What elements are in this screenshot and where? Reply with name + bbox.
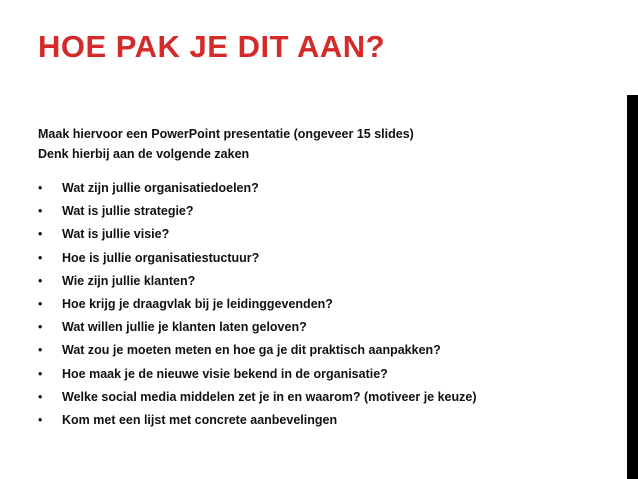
list-item-text: Wat is jullie visie? xyxy=(62,227,170,242)
list-item-text: Welke social media middelen zet je in en waarom? (motiveer je keuze) xyxy=(62,389,477,404)
bullet-icon: • xyxy=(38,204,43,219)
bullet-icon: • xyxy=(38,320,43,335)
list-item-text: Hoe maak je de nieuwe visie bekend in de organisatie? xyxy=(62,366,388,381)
list-item-text: Kom met een lijst met concrete aanbevelingen xyxy=(62,412,338,427)
bullet-icon: • xyxy=(38,273,43,288)
bullet-icon: • xyxy=(38,250,43,265)
list-item-text: Wat is jullie strategie? xyxy=(62,204,194,219)
bullet-icon: • xyxy=(38,296,43,311)
list-item-text: Hoe krijg je draagvlak bij je leidinggevenden? xyxy=(62,296,333,311)
list-item-text: Wat willen jullie je klanten laten geloven? xyxy=(62,320,307,335)
intro-line: Denk hierbij aan de volgende zaken xyxy=(38,147,250,161)
bullet-icon: • xyxy=(38,343,43,358)
bullet-icon: • xyxy=(38,412,43,427)
intro-line: Maak hiervoor een PowerPoint presentatie (ongeveer 15 slides) xyxy=(38,127,414,141)
bullet-icon: • xyxy=(38,389,43,404)
list-item-text: Wat zijn jullie organisatiedoelen? xyxy=(62,181,259,195)
bullet-icon: • xyxy=(38,181,43,195)
bullet-icon: • xyxy=(38,227,43,242)
bullet-icon: • xyxy=(38,366,43,381)
list-item-text: Hoe is jullie organisatiestuctuur? xyxy=(62,250,260,265)
slide-title: HOE PAK JE DIT AAN? xyxy=(38,29,386,64)
accent-bar xyxy=(627,95,638,479)
list-item-text: Wat zou je moeten meten en hoe ga je dit praktisch aanpakken? xyxy=(62,343,441,358)
list-item-text: Wie zijn jullie klanten? xyxy=(62,273,196,288)
intro-text xyxy=(38,124,414,164)
